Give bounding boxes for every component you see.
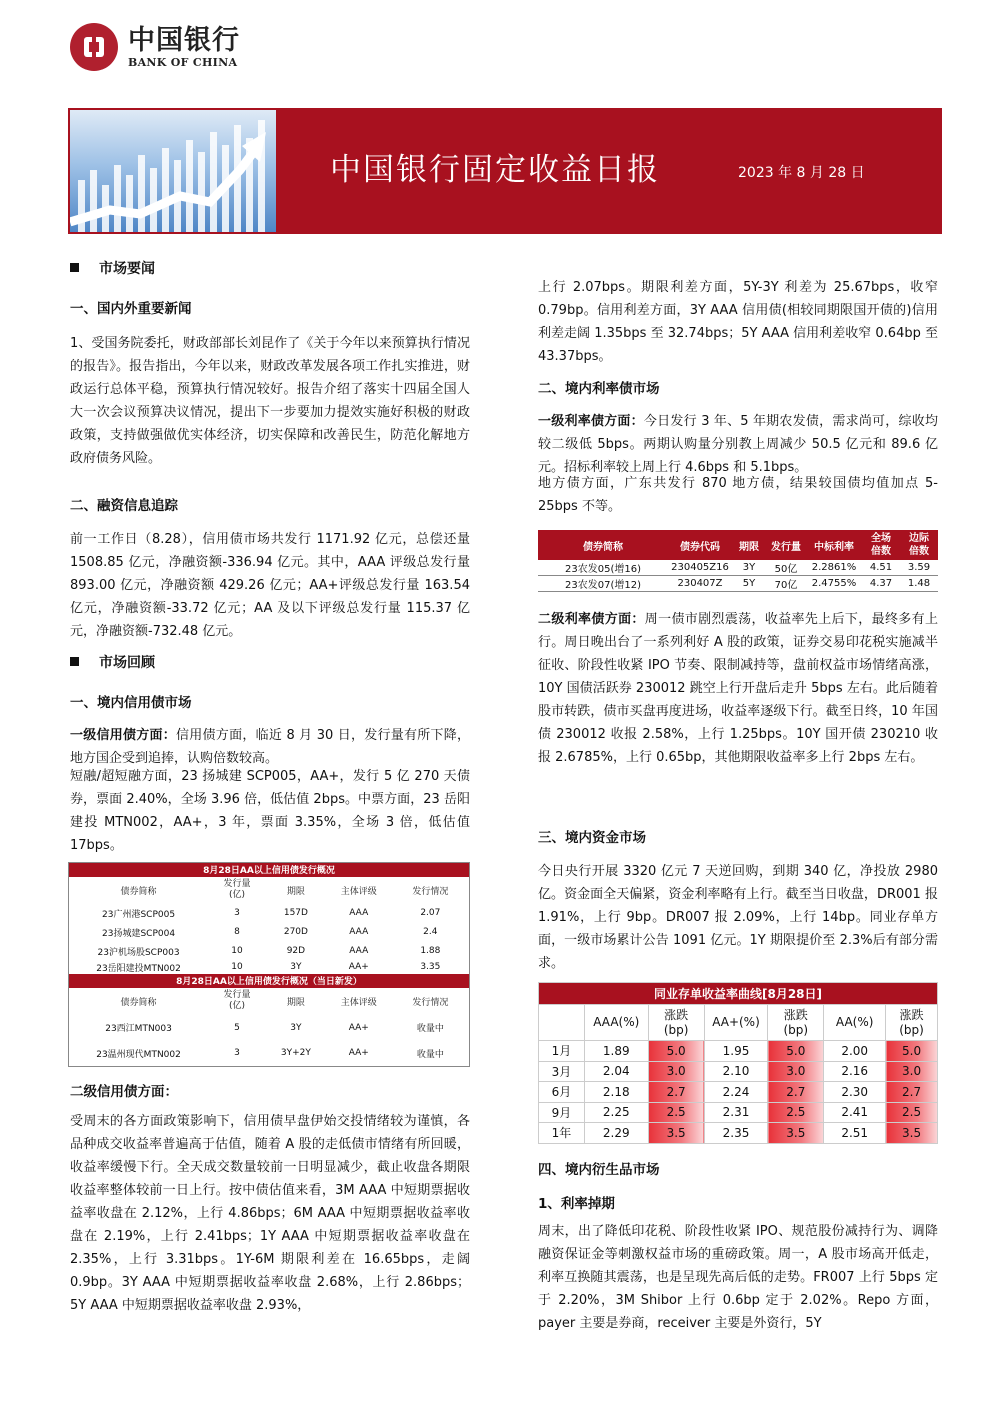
col-header: 期限 — [732, 530, 766, 560]
table-row: 23温州现代MTN002 3 3Y+2Y AA+ 收量中 — [96, 1048, 444, 1060]
col-header: 涨跌 (bp) — [886, 1005, 938, 1041]
col-header — [539, 1005, 585, 1041]
heading-rate-bond-market: 二、境内利率债市场 — [538, 381, 660, 397]
table-row: 3月 2.04 3.0 2.10 3.0 2.16 3.0 — [539, 1061, 938, 1082]
section-market-review: 市场回顾 — [70, 652, 155, 672]
section-market-news: 市场要闻 — [70, 258, 155, 278]
rate-primary-paragraph: 一级利率债方面：今日发行 3 年、5 年期农发债，需求尚可，综收均较二级低 5bps。两期认购量分别教上周减少 50.5 亿元和 89.6 亿元。招标利率较上周上行 4.6bps 和 5.1bps。 — [538, 414, 938, 475]
col-header: 发行量 (亿) — [223, 990, 251, 1011]
report-banner — [68, 108, 942, 234]
col-header: 涨跌 (bp) — [648, 1005, 704, 1041]
col-header: 债券简称 — [538, 530, 668, 560]
bank-logo — [70, 22, 240, 72]
table-row: 23农发07(增12) 230407Z 5Y 70亿 2.4755% 4.37 1.48 — [538, 576, 938, 592]
swap-paragraph: 周末，出了降低印花税、阶段性收紧 IPO、规范股份减持行为、调降融资保证金等刺激权益市场的重磅政策。周一，A 股市场高开低走，利率互换随其震荡，也是呈现先高后低的走势。FR007 上行 5bps 定于 2.20%，3M Shibor 上行 0.6bp 定于 2.02%。Repo 方面，payer 主要是券商，receiver 主要是外资行，5Y — [538, 1224, 938, 1331]
table-row: 23西江MTN003 5 3Y AA+ 收量中 — [105, 1022, 444, 1034]
col-header: 债券代码 — [668, 530, 732, 560]
rate-bond-issue-table — [538, 530, 938, 592]
credit-spread-paragraph: 上行 2.07bps。期限利差方面，5Y-3Y 利差为 25.67bps，收窄 0.79bp。信用利差方面，3Y AAA 信用债(相较同期限国开债的)信用利差走阔 1.35bps 至 32.74bps；5Y AAA 信用利差收窄 0.64bp 至 43.37bps。 — [538, 280, 938, 364]
col-header: 涨跌 (bp) — [768, 1005, 824, 1041]
col-header: 期限 — [286, 997, 305, 1008]
cd-table-caption: 同业存单收益率曲线[8月28日] — [539, 983, 938, 1005]
col-header: 期限 — [286, 886, 305, 897]
table-row: 6月 2.18 2.7 2.24 2.7 2.30 2.7 — [539, 1082, 938, 1103]
report-date: 2023 年 8 月 28 日 — [738, 165, 865, 181]
local-bond-paragraph: 地方债方面，广东共发行 870 地方债，结果较国债均值加点 5-25bps 不等。 — [538, 476, 938, 514]
logo-chinese-name: 中国银行 — [128, 24, 240, 56]
col-header: 债券简称 — [120, 886, 157, 897]
heading-domestic-news: 一、国内外重要新闻 — [70, 301, 192, 317]
col-header: 中标利率 — [806, 530, 862, 560]
table-row: 23农发05(增16) 230405Z16 3Y 50亿 2.2861% 4.51 3.59 — [538, 560, 938, 576]
money-market-paragraph: 今日央行开展 3320 亿元 7 天逆回购，到期 340 亿，净投放 2980 亿。资金面全天偏紧，资金利率略有上行。截至当日收盘，DR001 报 1.91%，上行 9bp。DR007 报 2.09%，上行 14bp。同业存单方面，一级市场累计公告 1091 亿元。1Y 期限提价至 2.3%后有部分需求。 — [538, 864, 938, 971]
col-header: 发行情况 — [412, 997, 449, 1008]
rising-chart-image — [70, 110, 276, 232]
bank-of-china-emblem-icon — [70, 23, 118, 71]
rate-secondary-paragraph: 二级利率债方面：周一债市剧烈震荡，收益率先上后下，最终多有上行。周日晚出台了一系列利好 A 股的政策，证券交易印花税实施减半征收、阶段性收紧 IPO 节奏、限制减持等，盘前权益市场情绪高涨，10Y 国债活跃券 230012 跳空上行开盘后走升 5bps 左右。此后随着股市转跌，债市买盘再度进场，收益率逐级下行。截至日终，10 年国债 230012 收报 2.58%，上行 1.25bps。10Y 国开债 230210 收报 2.6785%，上行 0.65bp，其他期限收益率多上行 2bps 左右。 — [538, 612, 938, 765]
table-row: 9月 2.25 2.5 2.31 2.5 2.41 2.5 — [539, 1102, 938, 1123]
heading-secondary-credit: 二级信用债方面： — [70, 1084, 178, 1100]
col-header: 发行量 — [766, 530, 806, 560]
primary-credit-paragraph-2: 短融/超短融方面，23 扬城建 SCP005，AA+，发行 5 亿 270 天债券，票面 2.40%，全场 3.96 倍，低估值 2bps。中票方面，23 岳阳建投 MTN002，AA+，3 年，票面 3.35%，全场 3 倍，低估值 17bps。 — [70, 769, 470, 853]
credit-issue-table — [68, 862, 470, 1067]
col-header: 发行量 (亿) — [223, 879, 251, 900]
report-title: 中国银行固定收益日报 — [330, 152, 660, 188]
financing-paragraph: 前一工作日（8.28），信用债市场共发行 1171.92 亿元，总偿还量 1508.85 亿元，净融资额-336.94 亿元。其中，AAA 评级总发行量 893.00 亿元，净融资额 429.26 亿元；AA+评级总发行量 163.54 亿元，净融资额-33.72 亿元；AA 及以下评级总发行量 115.37 亿元，净融资额-732.48 亿元。 — [70, 532, 470, 639]
heading-financing-tracking: 二、融资信息追踪 — [70, 498, 178, 514]
issue-table-caption-new: 8月28日AA以上信用债发行概况（当日新发） — [69, 974, 470, 988]
table-row: 23广州港SCP005 3 157D AAA 2.07 — [102, 908, 441, 920]
table-row: 1年 2.29 3.5 2.35 3.5 2.51 3.5 — [539, 1123, 938, 1144]
table-row: 1月 1.89 5.0 1.95 5.0 2.00 5.0 — [539, 1041, 938, 1062]
news-item-1: 1、受国务院委托，财政部部长刘昆作了《关于今年以来预算执行情况的报告》。报告指出，今年以来，财政改革发展各项工作扎实推进，财政运行总体平稳，预算执行情况较好。报告介绍了落实十四届全国人大一次会议预算决议情况，提出下一步要加力提效实施好积极的财政政策，支持做强做优实体经济，切实保障和改善民生，防范化解地方政府债务风险。 — [70, 336, 470, 466]
col-header: AA(%) — [824, 1005, 886, 1041]
heading-money-market: 三、境内资金市场 — [538, 830, 646, 846]
heading-credit-bond-market: 一、境内信用债市场 — [70, 695, 192, 711]
col-header: AA+(%) — [704, 1005, 768, 1041]
col-header: 主体评级 — [340, 886, 377, 897]
heading-derivatives-market: 四、境内衍生品市场 — [538, 1162, 660, 1178]
heading-interest-rate-swap: 1、利率掉期 — [538, 1196, 615, 1212]
secondary-credit-paragraph: 受周末的各方面政策影响下，信用债早盘伊始交投情绪较为谨慎，各品种成交收益率普遍高于估值，随着 A 股的走低债市情绪有所回暖，收益率缓慢下行。全天成交数量较前一日明显减少，截止收盘各期限收益率整体较前一日上行。按中债估值来看，3M AAA 中短期票据收益率收盘在 2.12%，上行 4.86bps；6M AAA 中短期票据收益率收盘在 2.19%，上行 2.41bps；1Y AAA 中短期票据收益率收盘在 2.35%，上行 3.31bps。1Y-6M 期限利差在 16.65bps，走阔 0.9bp。3Y AAA 中短期票据收益率收盘 2.68%，上行 2.86bps；5Y AAA 中短期票据收益率收盘 2.93%， — [70, 1114, 470, 1313]
col-header: 全场 倍数 — [862, 530, 900, 560]
col-header: AAA(%) — [584, 1005, 648, 1041]
primary-credit-paragraph: 一级信用债方面：信用债方面，临近 8 月 30 日，发行量有所下降，地方国企受到追捧，认购倍数较高。 — [70, 728, 470, 766]
logo-english-name: BANK OF CHINA — [128, 55, 238, 69]
table-row: 23岳阳建投MTN002 10 3Y AA+ 3.35 — [96, 962, 441, 974]
table-row: 23扬城建SCP004 8 270D AAA 2.4 — [102, 927, 438, 939]
table-row: 23沪机场股SCP003 10 92D AAA 1.88 — [97, 946, 441, 958]
col-header: 边际 倍数 — [900, 530, 938, 560]
col-header: 主体评级 — [340, 997, 377, 1008]
col-header: 债券简称 — [120, 997, 157, 1008]
cd-yield-curve-table — [538, 982, 938, 1144]
issue-table-caption: 8月28日AA以上信用债发行概况 — [69, 863, 470, 877]
col-header: 发行情况 — [412, 886, 449, 897]
